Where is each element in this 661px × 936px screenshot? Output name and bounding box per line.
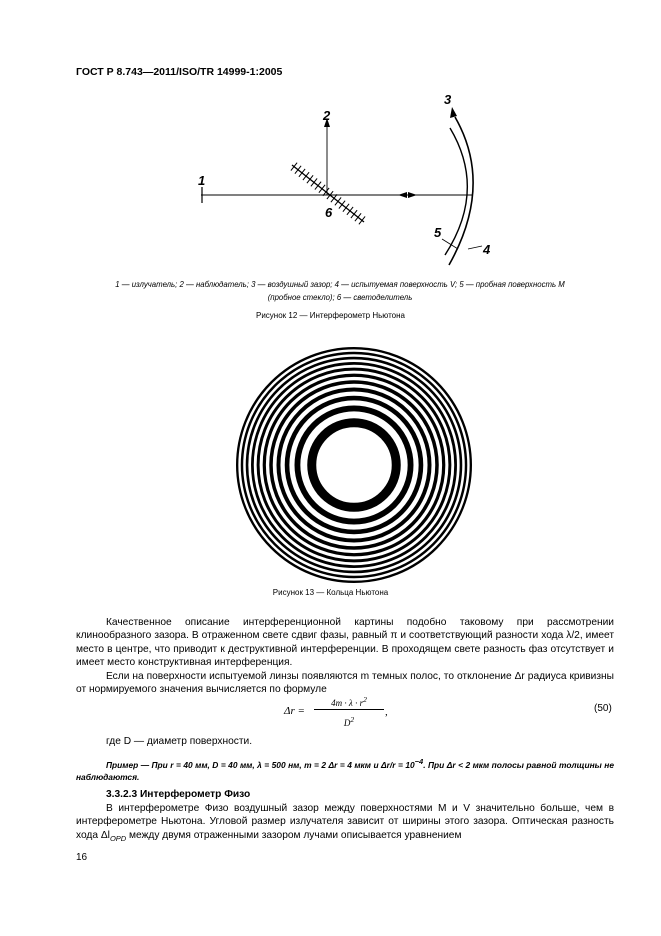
- hatch-tick: [331, 194, 337, 202]
- leader-4: [468, 246, 482, 249]
- paragraph-2: Если на поверхности испытуемой линзы появляются m темных полос, то отклонение Δr радиуса кривизны от нормируемого значения вычисляется по формуле: [76, 671, 614, 696]
- formula-denominator: [314, 715, 384, 728]
- formula-numerator-text: 4m · λ · r: [331, 698, 364, 708]
- label-2: 2: [323, 108, 331, 123]
- example-text: Пример — При r = 40 мм, D = 40 мм, λ = 500 нм, m = 2 Δr = 4 мкм и Δr/r = 10: [106, 759, 415, 770]
- formula-denominator-exp: 2: [350, 715, 355, 724]
- formula-numerator-exp: 2: [363, 695, 367, 704]
- reference-surface-m: [445, 128, 467, 255]
- section-heading: 3.3.2.3 Интерферометр Физо: [106, 789, 251, 800]
- hatch-tick: [339, 201, 345, 209]
- hatch-tick: [299, 169, 305, 177]
- hatch-tick: [311, 178, 317, 186]
- formula-tail: ,: [385, 706, 388, 718]
- hatch-tick: [335, 197, 341, 205]
- hatch-tick: [315, 182, 321, 190]
- paragraph-3: где D — диаметр поверхности.: [106, 736, 253, 747]
- paragraph-1: Качественное описание интерференционной картины подобно таковому при рассмотрении клинообразного зазора. В отраженном свете сдвиг фазы, равный π и соответствующий разности хода λ/2, имеет место в центре, что приводит к деструктивной интерференции. В проходящем свете разность фаз отсутствует и имеет место конструктивная интерференция.: [76, 617, 614, 669]
- hatch-tick: [295, 166, 301, 174]
- label-3: 3: [444, 92, 452, 107]
- formula-lhs: Δr =: [284, 705, 305, 717]
- hatch-tick: [347, 207, 353, 215]
- paragraph-4-sub: OPD: [109, 833, 127, 843]
- figure-12-legend: [85, 278, 595, 304]
- hatch-tick: [355, 213, 361, 221]
- label-5: 5: [434, 225, 442, 240]
- example-note: [76, 756, 614, 783]
- paragraph-4-text: В интерферометре Физо воздушный зазор между поверхностями M и V значительно больше, чем в интерферометре Ньютона. Угловой размер излучателя зависит от ширины этого зазора. Оптическая разность хода Δl: [76, 803, 614, 841]
- hatch-tick: [291, 163, 297, 171]
- axis-arrow-left: [398, 192, 407, 198]
- example-tail: . При Δr < 2 мкм полосы равной толщины не наблюдаются.: [76, 759, 614, 782]
- legend-line-1: 1 — излучатель; 2 — наблюдатель; 3 — воздушный зазор; 4 — испытуемая поверхность V; 5 — пробная поверхность M: [115, 280, 565, 289]
- air-gap-arrow: [450, 107, 457, 118]
- label-1: 1: [198, 173, 206, 188]
- equation-number: (50): [594, 703, 612, 714]
- hatch-tick: [307, 175, 313, 183]
- hatch-tick: [359, 216, 365, 224]
- figure-12-title: Рисунок 12 — Интерферометр Ньютона: [256, 311, 405, 320]
- hatch-tick: [351, 210, 357, 218]
- dark-ring: [312, 423, 397, 508]
- legend-line-2: (пробное стекло); 6 — светоделитель: [267, 293, 413, 302]
- dark-ring: [252, 363, 455, 566]
- example-exp: −4: [414, 757, 424, 766]
- label-6: 6: [325, 205, 333, 220]
- hatch-tick: [303, 172, 309, 180]
- figure-13-title: Рисунок 13 — Кольца Ньютона: [272, 588, 389, 597]
- newton-rings: [237, 348, 471, 582]
- dark-ring: [278, 389, 429, 540]
- document-header: ГОСТ Р 8.743—2011/ISO/TR 14999-1:2005: [76, 66, 283, 78]
- dark-ring: [242, 353, 466, 577]
- paragraph-4: [76, 802, 614, 845]
- hatch-tick: [319, 185, 325, 193]
- axis-arrow-right: [408, 192, 417, 198]
- page-number: 16: [76, 852, 88, 863]
- formula-numerator: [314, 695, 384, 710]
- dark-ring: [287, 398, 421, 532]
- label-4: 4: [483, 242, 491, 257]
- formula-denominator-text: D: [343, 718, 351, 728]
- dark-ring: [264, 375, 443, 554]
- hatch-tick: [343, 204, 349, 212]
- paragraph-4-tail: между двумя отраженными зазором лучами описывается уравнением: [126, 829, 462, 841]
